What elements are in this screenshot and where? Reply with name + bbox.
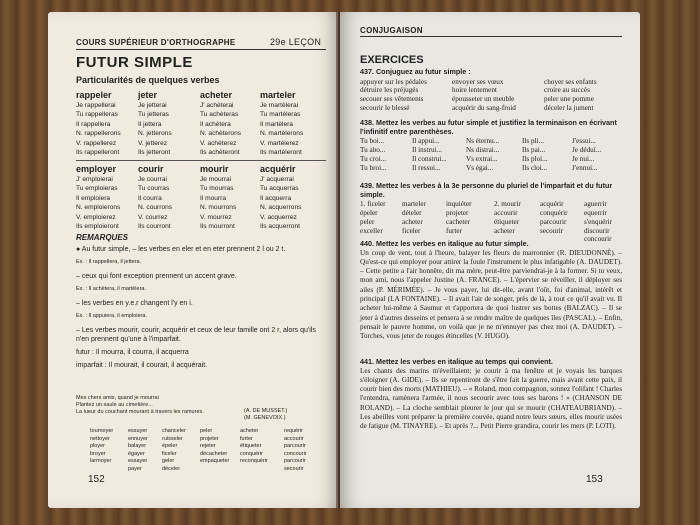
exercise-item: Ns éternu... bbox=[466, 137, 500, 146]
exercise-item: acheter bbox=[402, 217, 423, 226]
exercise-item: Il ressui... bbox=[412, 163, 441, 172]
verb-infinitive: jeter bbox=[138, 90, 158, 100]
word-item: secourir bbox=[284, 465, 304, 472]
exercise-heading: 440. Mettez les verbes en italique au futur simple. bbox=[360, 239, 529, 248]
remark-text: – les verbes en y.e.r changent l'y en i. bbox=[76, 300, 193, 307]
word-item: empaqueter bbox=[200, 458, 230, 464]
exercise-item: J'essui... bbox=[572, 137, 596, 146]
verb-form: Tu jetteras bbox=[138, 111, 169, 119]
exercise-item: Ils pli... bbox=[522, 137, 544, 146]
exercise-heading: 441. Mettez les verbes en italique au temps qui convient. bbox=[360, 357, 553, 366]
conjugation-column bbox=[138, 164, 200, 231]
left-page bbox=[48, 12, 338, 508]
verb-form: Il martèlera bbox=[260, 120, 293, 128]
verb-infinitive: marteler bbox=[260, 90, 296, 100]
header-rule bbox=[76, 49, 326, 50]
verb-form: V. courrez bbox=[138, 213, 168, 221]
poem-line: Mes chers amis, quand je mourrai bbox=[76, 395, 159, 401]
poem-sources bbox=[244, 408, 287, 422]
exercise-item: hoire lentement bbox=[452, 86, 497, 95]
verb-form: Ils rappelleront bbox=[76, 149, 120, 157]
verb-infinitive: courir bbox=[138, 164, 164, 174]
exercise-item: acquérir du sang-froid bbox=[452, 103, 516, 112]
remark-text: futur : Il mourra, il courra, il acquerra bbox=[76, 349, 189, 356]
exercise-item: Tu boi... bbox=[360, 137, 385, 146]
word-item: étiqueter bbox=[240, 443, 262, 449]
page-subtitle: Particularités de quelques verbes bbox=[76, 75, 220, 85]
exercise-437 bbox=[360, 68, 622, 113]
verb-form: Il rappellera bbox=[76, 120, 111, 128]
verb-form: Il acquerra bbox=[260, 194, 292, 202]
exercise-item: furter bbox=[446, 226, 462, 235]
exercise-item: cacheter bbox=[446, 217, 470, 226]
verb-form: V. jetterez bbox=[138, 139, 168, 147]
exercise-item: secourir bbox=[540, 226, 564, 235]
header-rule-right bbox=[360, 36, 622, 37]
word-column bbox=[90, 428, 113, 466]
verb-form: Je rappellerai bbox=[76, 102, 116, 109]
exercise-item: secourir le blessé bbox=[360, 103, 410, 112]
verb-form: Ils achèteront bbox=[200, 149, 240, 157]
exercise-item: inquiéter bbox=[446, 200, 472, 209]
word-column bbox=[240, 428, 268, 466]
verb-form: V. acquerrez bbox=[260, 213, 297, 221]
word-item: furter bbox=[240, 435, 253, 442]
exercise-item: acheter bbox=[494, 226, 515, 235]
verb-form: N. jetterons bbox=[138, 130, 172, 138]
remark-text: imparfait : Il mourait, il courait, il acquérait. bbox=[76, 362, 208, 369]
verb-form: Tu martèleras bbox=[260, 111, 301, 119]
exercise-item: Ils ploi... bbox=[522, 154, 548, 163]
verb-form: N. emploierons bbox=[76, 204, 121, 212]
exercise-item: accourir bbox=[494, 208, 518, 217]
word-item: tournoyer bbox=[90, 428, 114, 434]
verb-form: V. mourrez bbox=[200, 213, 232, 221]
word-item: broyer bbox=[90, 450, 106, 457]
word-item: balayer bbox=[128, 443, 147, 449]
verb-form: Il jettera bbox=[138, 120, 162, 128]
exercise-item: Tu croi... bbox=[360, 154, 387, 163]
word-item: essayer bbox=[128, 458, 148, 464]
verb-form: Je martèlerai bbox=[260, 102, 299, 109]
page-title: FUTUR SIMPLE bbox=[76, 54, 193, 71]
word-column bbox=[128, 428, 148, 473]
verb-form: Ils jetteront bbox=[138, 149, 171, 157]
word-item: ennuyer bbox=[128, 435, 148, 442]
exercise-item: exceller bbox=[360, 226, 383, 235]
exercise-item: peler bbox=[360, 217, 375, 226]
remark-example: Ex. : Il appuiera, il emploiera. bbox=[76, 313, 147, 319]
exercise-item: aguerrir bbox=[584, 200, 607, 209]
word-item: essuyer bbox=[128, 428, 148, 434]
exercise-item: Il instrui... bbox=[412, 145, 442, 154]
verb-form: Ils emploieront bbox=[76, 223, 119, 231]
word-item: geler bbox=[162, 458, 175, 464]
exercise-text: Les chants des marins m'éveillaient; je courir à ma fenêtre et je voyais les barques s'éloigner (A. GIDE). – Ils se repentiront de s'être fait la guerre, mais avant cette paix, il courir bien des morts (MATHIEU). – « Roland, mon compagnon, sonnez l'olifant ! Charles l'entendra, ramènera l'armée, il nous secourir avec tous ses barons ! » (CHANSON DE ROLAND). – La cloche semblait pleurer le jour qui se mourir (CHATEAUBRIAND). – Les abeilles vont préparer la première couvée, quand notre leurs sœurs, elles mourir usées de fatigue (M. TINAYRE). – Et après ?... Petit Pierre grandira, courir les mers (P. LOTI). bbox=[360, 366, 622, 431]
verb-form: Ils martèleront bbox=[260, 149, 302, 157]
verb-form: Il achètera bbox=[200, 120, 231, 128]
word-item: déceler bbox=[162, 465, 181, 472]
exercise-item: dételer bbox=[402, 208, 422, 217]
word-column bbox=[284, 428, 307, 473]
word-item: égayer bbox=[128, 450, 145, 457]
exercise-item: Il construi... bbox=[412, 154, 447, 163]
exercise-heading: 437. Conjuguez au futur simple : bbox=[360, 67, 471, 76]
exercise-item: épeler bbox=[360, 208, 378, 217]
remark-example: Ex. : Il rappellera, il jettera. bbox=[76, 259, 142, 265]
exercise-item: equerrir bbox=[584, 208, 607, 217]
verb-form: Il courra bbox=[138, 194, 162, 202]
exercise-item: peler une pomme bbox=[544, 95, 594, 104]
exercise-item: Ils cloi... bbox=[522, 163, 548, 172]
poem-line: La lueur du couchant mourant à travers les ramures. bbox=[76, 409, 204, 415]
exercise-item: envoyer ses vœux bbox=[452, 77, 504, 86]
verb-form: J' achèterai bbox=[200, 102, 234, 109]
running-head-right: CONJUGAISON bbox=[360, 26, 423, 35]
open-book bbox=[48, 12, 640, 508]
word-column bbox=[162, 428, 186, 473]
word-item: requérir bbox=[284, 428, 303, 434]
verb-form: V. achèterez bbox=[200, 139, 237, 147]
verb-form: Tu rappelleras bbox=[76, 111, 118, 119]
verb-form: N. acquerrons bbox=[260, 204, 302, 212]
word-item: accourir bbox=[284, 435, 304, 442]
table-divider bbox=[76, 160, 326, 161]
verb-form: Tu achèteras bbox=[200, 111, 239, 119]
verb-form: Tu emploieras bbox=[76, 185, 118, 193]
word-item: rejeter bbox=[200, 443, 216, 449]
exercise-item: appuyer sur les pédales bbox=[360, 77, 427, 86]
remark-text: – Les verbes mourir, courir, acquérir et ceux de leur famille ont 2 r, alors qu'ils n'en prennent qu'une à l'imparfait. bbox=[76, 327, 316, 343]
poem-quote bbox=[76, 395, 204, 416]
exercise-heading: 438. Mettez les verbes au futur simple et justifiez la terminaison en écrivant l'infinitif entre parenthèses. bbox=[360, 118, 617, 136]
exercise-item: concourir bbox=[584, 235, 612, 244]
page-number-left: 152 bbox=[88, 474, 105, 485]
word-item: ruisseler bbox=[162, 435, 183, 442]
exercise-item: Je nui... bbox=[572, 154, 595, 163]
verb-form: Tu courras bbox=[138, 185, 170, 193]
verb-form: Tu mourras bbox=[200, 185, 234, 193]
exercise-item: croire au succès bbox=[544, 86, 590, 95]
word-item: reconquérir bbox=[240, 458, 268, 464]
verb-infinitive: acheter bbox=[200, 90, 233, 100]
word-item: épeler bbox=[162, 443, 178, 449]
remark-text: – ceux qui font exception prennent un accent grave. bbox=[76, 273, 237, 280]
running-head-left: COURS SUPÉRIEUR D'ORTHOGRAPHE bbox=[76, 38, 236, 47]
exercise-item: projeter bbox=[446, 208, 469, 217]
verb-form: Ils courront bbox=[138, 223, 171, 231]
remarks-section bbox=[76, 233, 326, 374]
exercise-438 bbox=[360, 119, 622, 172]
verb-form: Il mourra bbox=[200, 194, 227, 202]
conjugation-column bbox=[76, 90, 138, 157]
verb-form: N. mourrons bbox=[200, 204, 237, 212]
lesson-number: 29e LEÇON bbox=[270, 37, 322, 47]
conjugation-column bbox=[138, 90, 200, 157]
exercise-item: Ils pai... bbox=[522, 145, 546, 154]
exercise-item: épousseter un meuble bbox=[452, 95, 515, 104]
word-item: projeter bbox=[200, 435, 219, 442]
exercises-title: EXERCICES bbox=[360, 54, 424, 66]
exercise-item: discourir bbox=[584, 226, 610, 235]
exercise-item: Il appui... bbox=[412, 137, 440, 146]
verb-infinitive: mourir bbox=[200, 164, 229, 174]
word-item: concourir bbox=[284, 450, 307, 457]
exercise-item: 1. ficeler bbox=[360, 200, 386, 209]
exercise-item: marteler bbox=[402, 200, 426, 209]
remark-example: Ex. : Il achètera, il martèlera. bbox=[76, 286, 146, 292]
word-item: chanceler bbox=[162, 428, 186, 434]
exercise-item: parcourir bbox=[540, 217, 567, 226]
exercise-item: Ns distrai... bbox=[466, 145, 500, 154]
word-item: conquérir bbox=[240, 450, 263, 457]
word-item: décacheter bbox=[200, 450, 228, 457]
word-column bbox=[200, 428, 229, 466]
exercise-item: 2. mourir bbox=[494, 200, 521, 209]
poem-source: (M. GENEVOIX.) bbox=[244, 415, 286, 421]
exercise-text: Un coup de vent, tout à l'heure, balayer les fleurs du marronnier (R. DIEUDONNÉ). – Qu'est-ce qui employer pour attirer la foule l'instrument le plus infatigable (A. DAUDET). – Cette petite a l'air honnête, dit ma mère, peut-être parviendrai-je à la former. Si tu veux, mon ami, nous l'appeler Justine (A. FRANCE). – L'épervier se réveiller, il déployer ses ailes (P. MÉRIMÉE). – Je vous payer, lui dit-elle, avant l'oût, foi d'animal, intérêt et principal (LA FONTAINE). – Il avait l'air de songer, près de là, à tout ce qu'il avait vu. Il acheter lui-même à Saumur et t'apportera de quoi lustrer ses bottes (BALZAC). – Il se jeter à d'autres desseins et pensera à se rendre maître de quelques îles (PASCAL). – Enfin, pensait le pauvre homme, on voilà que je ne m'ennuyer pas chez moi (A. DAUDET). – Torches, vous jeter de rouges étincelles (V. HUGO). bbox=[360, 248, 622, 341]
exercise-item: Je déduï... bbox=[572, 145, 602, 154]
verb-infinitive: acquérir bbox=[260, 164, 296, 174]
conjugation-column bbox=[76, 164, 138, 231]
exercise-item: détruire les préjugés bbox=[360, 86, 419, 95]
exercise-441 bbox=[360, 358, 622, 432]
verb-form: Il emploiera bbox=[76, 194, 111, 202]
verb-form: Tu acquerras bbox=[260, 185, 299, 193]
word-item: acheter bbox=[240, 428, 259, 434]
word-item: larmoyer bbox=[90, 458, 112, 464]
exercise-item: Tu broi... bbox=[360, 163, 387, 172]
exercise-item: conquérir bbox=[540, 208, 568, 217]
exercise-item: choyer ses enfants bbox=[544, 77, 597, 86]
verb-form: Ils mourront bbox=[200, 223, 235, 231]
verb-form: V. martèlerez bbox=[260, 139, 299, 147]
verb-form: V. emploierez bbox=[76, 213, 116, 221]
exercise-item: secouer ses vêtements bbox=[360, 95, 424, 104]
poem-line: Plantez un saule au cimetière... bbox=[76, 402, 153, 408]
word-item: parcourir bbox=[284, 443, 306, 449]
verb-form: J' emploierai bbox=[76, 176, 113, 183]
verb-form: Ils acquerront bbox=[260, 223, 300, 231]
verb-infinitive: employer bbox=[76, 164, 117, 174]
poem-source: (A. DE MUSSET.) bbox=[244, 408, 288, 414]
exercise-item: Vs égai... bbox=[466, 163, 494, 172]
exercise-heading: 439. Mettez les verbes à la 3e personne du pluriel de l'imparfait et du futur simple. bbox=[360, 181, 613, 199]
exercise-item: ficeler bbox=[402, 226, 421, 235]
verb-form: N. achèterons bbox=[200, 130, 242, 138]
conjugation-column bbox=[260, 90, 322, 157]
page-number-right: 153 bbox=[586, 474, 603, 485]
exercise-item: étiqueter bbox=[494, 217, 520, 226]
exercise-item: s'enquérir bbox=[584, 217, 613, 226]
conjugation-column bbox=[200, 164, 262, 231]
conjugation-column bbox=[260, 164, 322, 231]
word-item: parcourir bbox=[284, 458, 306, 464]
verb-form: V. rappellerez bbox=[76, 139, 117, 147]
word-item: peler bbox=[200, 428, 213, 434]
exercise-item: J'ennui... bbox=[572, 163, 598, 172]
remark-text: ● Au futur simple, – les verbes en eler et en eter prennent 2 l ou 2 t. bbox=[76, 246, 286, 253]
verb-form: N. martèlerons bbox=[260, 130, 304, 138]
remarks-heading: REMARQUES bbox=[76, 233, 129, 242]
verb-form: Je mourrai bbox=[200, 176, 232, 183]
exercise-item: déceler la jument bbox=[544, 103, 594, 112]
conjugation-column bbox=[200, 90, 262, 157]
word-item: ficeler bbox=[162, 450, 177, 457]
exercise-439 bbox=[360, 182, 622, 244]
verb-form: Je courrai bbox=[138, 176, 167, 183]
exercise-item: Tu abo... bbox=[360, 145, 386, 154]
word-item: payer bbox=[128, 465, 142, 472]
exercise-item: Vs extrai... bbox=[466, 154, 498, 163]
verb-form: Je jetterai bbox=[138, 102, 167, 109]
word-item: ployer bbox=[90, 443, 105, 449]
verb-form: J' acquerrai bbox=[260, 176, 294, 183]
exercise-item: acquérir bbox=[540, 200, 564, 209]
exercise-440 bbox=[360, 240, 622, 342]
verb-form: N. courrons bbox=[138, 204, 173, 212]
verb-form: N. rappellerons bbox=[76, 130, 121, 138]
verb-infinitive: rappeler bbox=[76, 90, 112, 100]
word-item: nettoyer bbox=[90, 435, 110, 442]
